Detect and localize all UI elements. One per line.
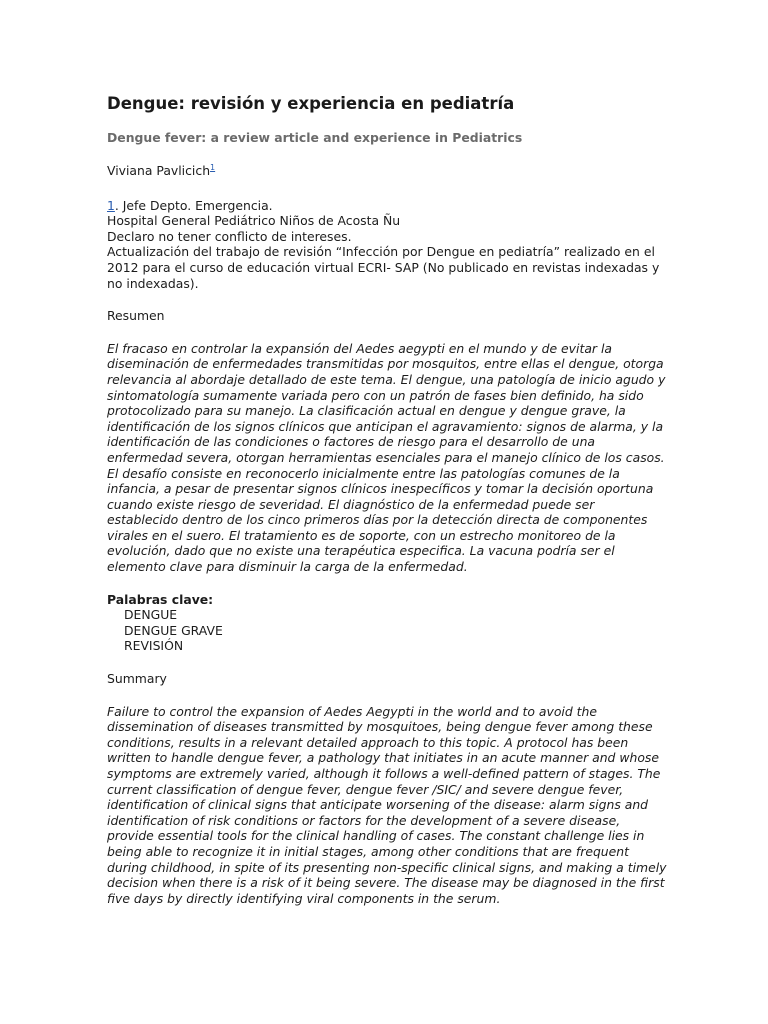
keywords-list <box>107 607 667 654</box>
article-subtitle: Dengue fever: a review article and experience in Pediatrics <box>107 130 523 145</box>
keyword-item: DENGUE GRAVE <box>124 622 223 638</box>
article-title: Dengue: revisión y experiencia en pediatría <box>107 94 515 113</box>
keyword-item: REVISIÓN <box>124 638 184 654</box>
keywords-heading: Palabras clave: <box>107 591 214 607</box>
affiliation-hospital: Hospital General Pediátrico Niños de Acosta Ñu <box>107 213 401 229</box>
resumen-heading: Resumen <box>107 308 165 324</box>
affiliation-block <box>107 198 667 292</box>
conflict-statement: Declaro no tener conflicto de intereses. <box>107 228 352 244</box>
summary-text: Failure to control the expansion of Aedes Aegypti in the world and to avoid the dissemination of diseases transmitted by mosquitoes, being dengue fever among these conditions, results in a relevant detailed approach to this topic. A protocol has been written to handle dengue fever, a pathology that initiates in an acute manner and whose symptoms are extremely varied, although it follows a well-defined pattern of stages. The current classification of dengue fever, dengue fever /SIC/ and severe dengue fever, identification of clinical signs that anticipate worsening of the disease: alarm signs and identification of risk conditions or factors for the development of a severe disease, provide essential tools for the clinical handling of cases. The constant challenge lies in being able to recognize it in initial stages, among other conditions that are frequent during childhood, in spite of its presenting non-specific clinical signs, and making a timely decision when there is a risk of it being severe. The disease may be diagnosed in the first five days by directly identifying viral components in the serum. <box>107 703 667 906</box>
affiliation-role: . Jefe Depto. Emergencia. <box>114 197 273 213</box>
affiliation-line-1 <box>107 198 667 214</box>
keyword-item: DENGUE <box>124 607 178 623</box>
article-page <box>107 93 667 906</box>
summary-heading: Summary <box>107 671 167 687</box>
author-line <box>107 163 667 179</box>
affiliation-ref-link[interactable]: 1 <box>107 197 115 213</box>
resumen-text: El fracaso en controlar la expansión del Aedes aegypti en el mundo y de evitar la diseminación de enfermedades transmitidas por mosquitos, entre ellas el dengue, otorga relevancia al abordaje detallado de este tema. El dengue, una patología de inicio agudo y sintomatología sumamente variada pero con un patrón de fases bien definido, ha sido protocolizado para su manejo. La clasificación actual en dengue y dengue grave, la identificación de los signos clínicos que anticipan el agravamiento: signos de alarma, y la identificación de las condiciones o factores de riesgo para el desarrollo de una enfermedad severa, otorgan herramientas esenciales para el manejo clínico de los casos. El desafío consiste en reconocerlo inicialmente entre las patologías comunes de la infancia, a pesar de presentar signos clínicos inespecíficos y tomar la decisión oportuna cuando existe riesgo de severidad. El diagnóstico de la enfermedad puede ser establecido dentro de los cinco primeros días por la detección directa de componentes virales en el suero. El tratamiento es de soporte, con un estrecho monitoreo de la evolución, dado que no existe una terapéutica especifica. La vacuna podría ser el elemento clave para disminuir la carga de la enfermedad. <box>107 340 666 575</box>
author-footnote-link[interactable]: 1 <box>210 162 216 172</box>
update-note: Actualización del trabajo de revisión “Infección por Dengue en pediatría” realizado en el 2012 para el curso de educación virtual ECRI- SAP (No publicado en revistas indexadas y no indexadas). <box>107 244 660 291</box>
author-name: Viviana Pavlicich <box>107 163 211 178</box>
